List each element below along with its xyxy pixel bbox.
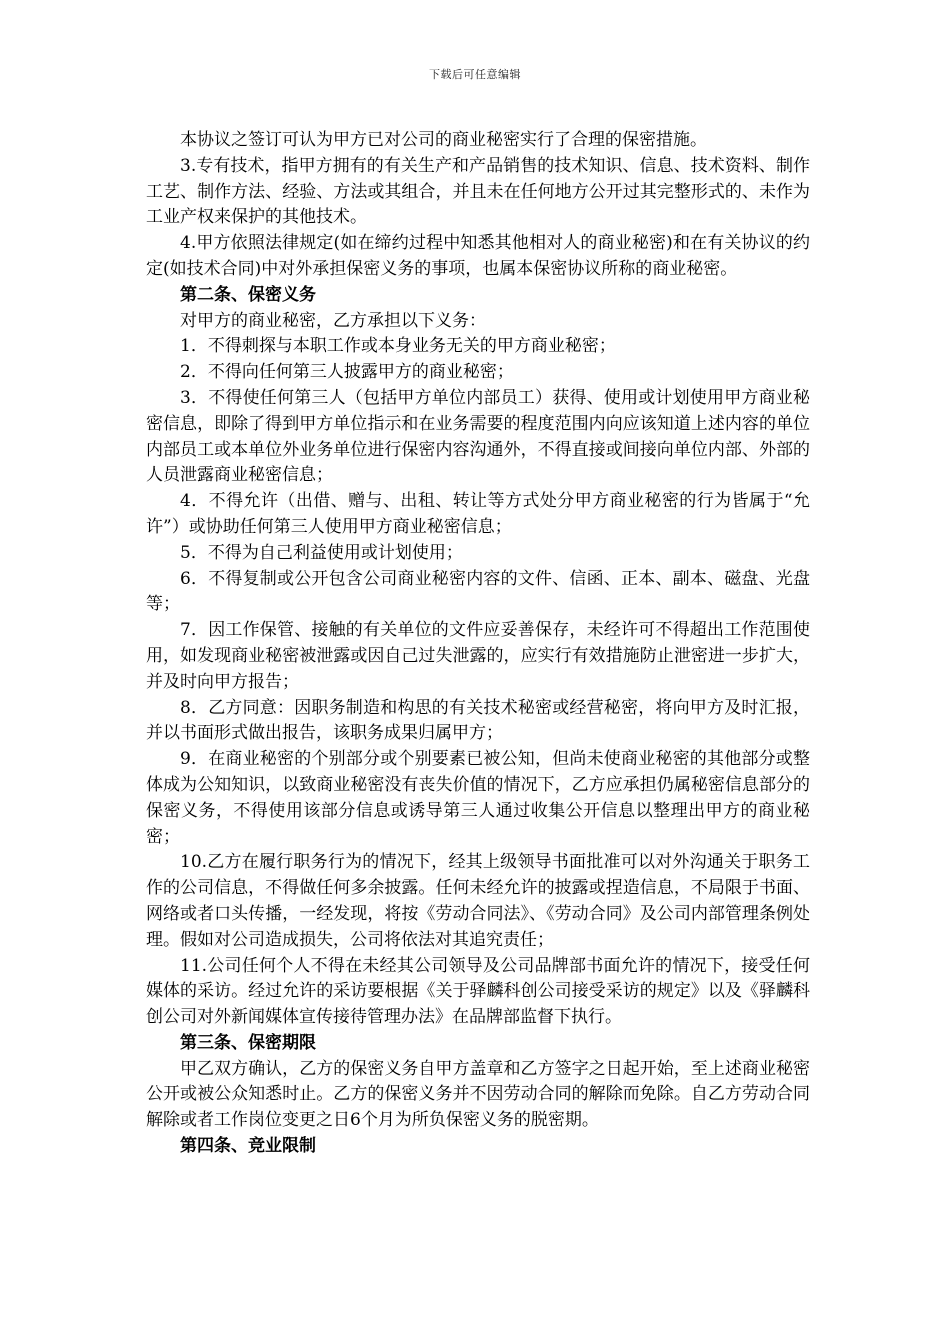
- obligation-item-3: 3．不得使任何第三人（包括甲方单位内部员工）获得、使用或计划使用甲方商业秘密信息，即除了得到甲方单位指示和在业务需要的程度范围内向应该知道上述内容的单位内部员工或本单位外业务单位进行保密内容沟通外，不得直接或间接向单位内部、外部的人员泄露商业秘密信息；: [146, 387, 810, 486]
- obligation-item-10: 10.乙方在履行职务行为的情况下，经其上级领导书面批准可以对外沟通关于职务工作的公司信息，不得做任何多余披露。任何未经允许的披露或捏造信息，不局限于书面、网络或者口头传播，一经发现，将按《劳动合同法》、《劳动合同》及公司内部管理条例处理。假如对公司造成损失，公司将依法对其追究责任；: [146, 852, 810, 950]
- document-body: [146, 128, 810, 1160]
- paragraph-confidentiality-period: 甲乙双方确认，乙方的保密义务自甲方盖章和乙方签字之日起开始，至上述商业秘密公开或被公众知悉时止。乙方的保密义务并不因劳动合同的解除而免除。自乙方劳动合同解除或者工作岗位变更之日6个月为所负保密义务的脱密期。: [146, 1058, 810, 1131]
- obligation-item-8: 8．乙方同意：因职务制造和构思的有关技术秘密或经营秘密，将向甲方及时汇报，并以书面形式做出报告，该职务成果归属甲方；: [146, 697, 810, 744]
- obligation-item-9: 9．在商业秘密的个别部分或个别要素已被公知，但尚未使商业秘密的其他部分或整体成为公知知识，以致商业秘密没有丧失价值的情况下，乙方应承担仍属秘密信息部分的保密义务，不得使用该部分信息或诱导第三人通过收集公开信息以整理出甲方的商业秘密；: [146, 749, 810, 847]
- obligation-item-5: 5．不得为自己利益使用或计划使用；: [180, 542, 463, 563]
- paragraph-know-how: 3.专有技术，指甲方拥有的有关生产和产品销售的技术知识、信息、技术资料、制作工艺、制作方法、经验、方法或其组合，并且未在任何地方公开过其完整形式的、未作为工业产权来保护的其他技术。: [146, 155, 810, 228]
- obligation-item-1: 1．不得刺探与本职工作或本身业务无关的甲方商业秘密；: [180, 336, 616, 357]
- section-heading-article-3: 第三条、保密期限: [180, 1032, 316, 1053]
- obligation-item-2: 2．不得向任何第三人披露甲方的商业秘密；: [180, 362, 514, 383]
- obligation-item-11: 11.公司任何个人不得在未经其公司领导及公司品牌部书面允许的情况下，接受任何媒体的采访。经过允许的采访要根据《关于驿麟科创公司接受采访的规定》以及《驿麟科创公司对外新闻媒体宣传接待管理办法》在品牌部监督下执行。: [146, 955, 810, 1028]
- obligation-item-6: 6．不得复制或公开包含公司商业秘密内容的文件、信函、正本、副本、磁盘、光盘等；: [146, 568, 810, 615]
- obligation-item-7: 7．因工作保管、接触的有关单位的文件应妥善保存，未经许可不得超出工作范围使用，如发现商业秘密被泄露或因自己过失泄露的，应实行有效措施防止泄密进一步扩大，并及时向甲方报告；: [146, 620, 810, 692]
- section-heading-article-2: 第二条、保密义务: [180, 284, 316, 305]
- section-heading-article-4: 第四条、竞业限制: [180, 1136, 316, 1157]
- page-header: 下载后可任意编辑: [429, 68, 521, 81]
- paragraph-third-party-secrets: 4.甲方依照法律规定(如在缔约过程中知悉其他相对人的商业秘密)和在有关协议的约定(如技术合同)中对外承担保密义务的事项，也属本保密协议所称的商业秘密。: [146, 233, 810, 279]
- obligation-item-4: 4．不得允许（出借、赠与、出租、转让等方式处分甲方商业秘密的行为皆属于“允许”）或协助任何第三人使用甲方商业秘密信息；: [146, 491, 810, 537]
- paragraph-intro: 本协议之签订可认为甲方已对公司的商业秘密实行了合理的保密措施。: [180, 130, 707, 150]
- paragraph-obligations-intro: 对甲方的商业秘密，乙方承担以下义务：: [180, 310, 486, 331]
